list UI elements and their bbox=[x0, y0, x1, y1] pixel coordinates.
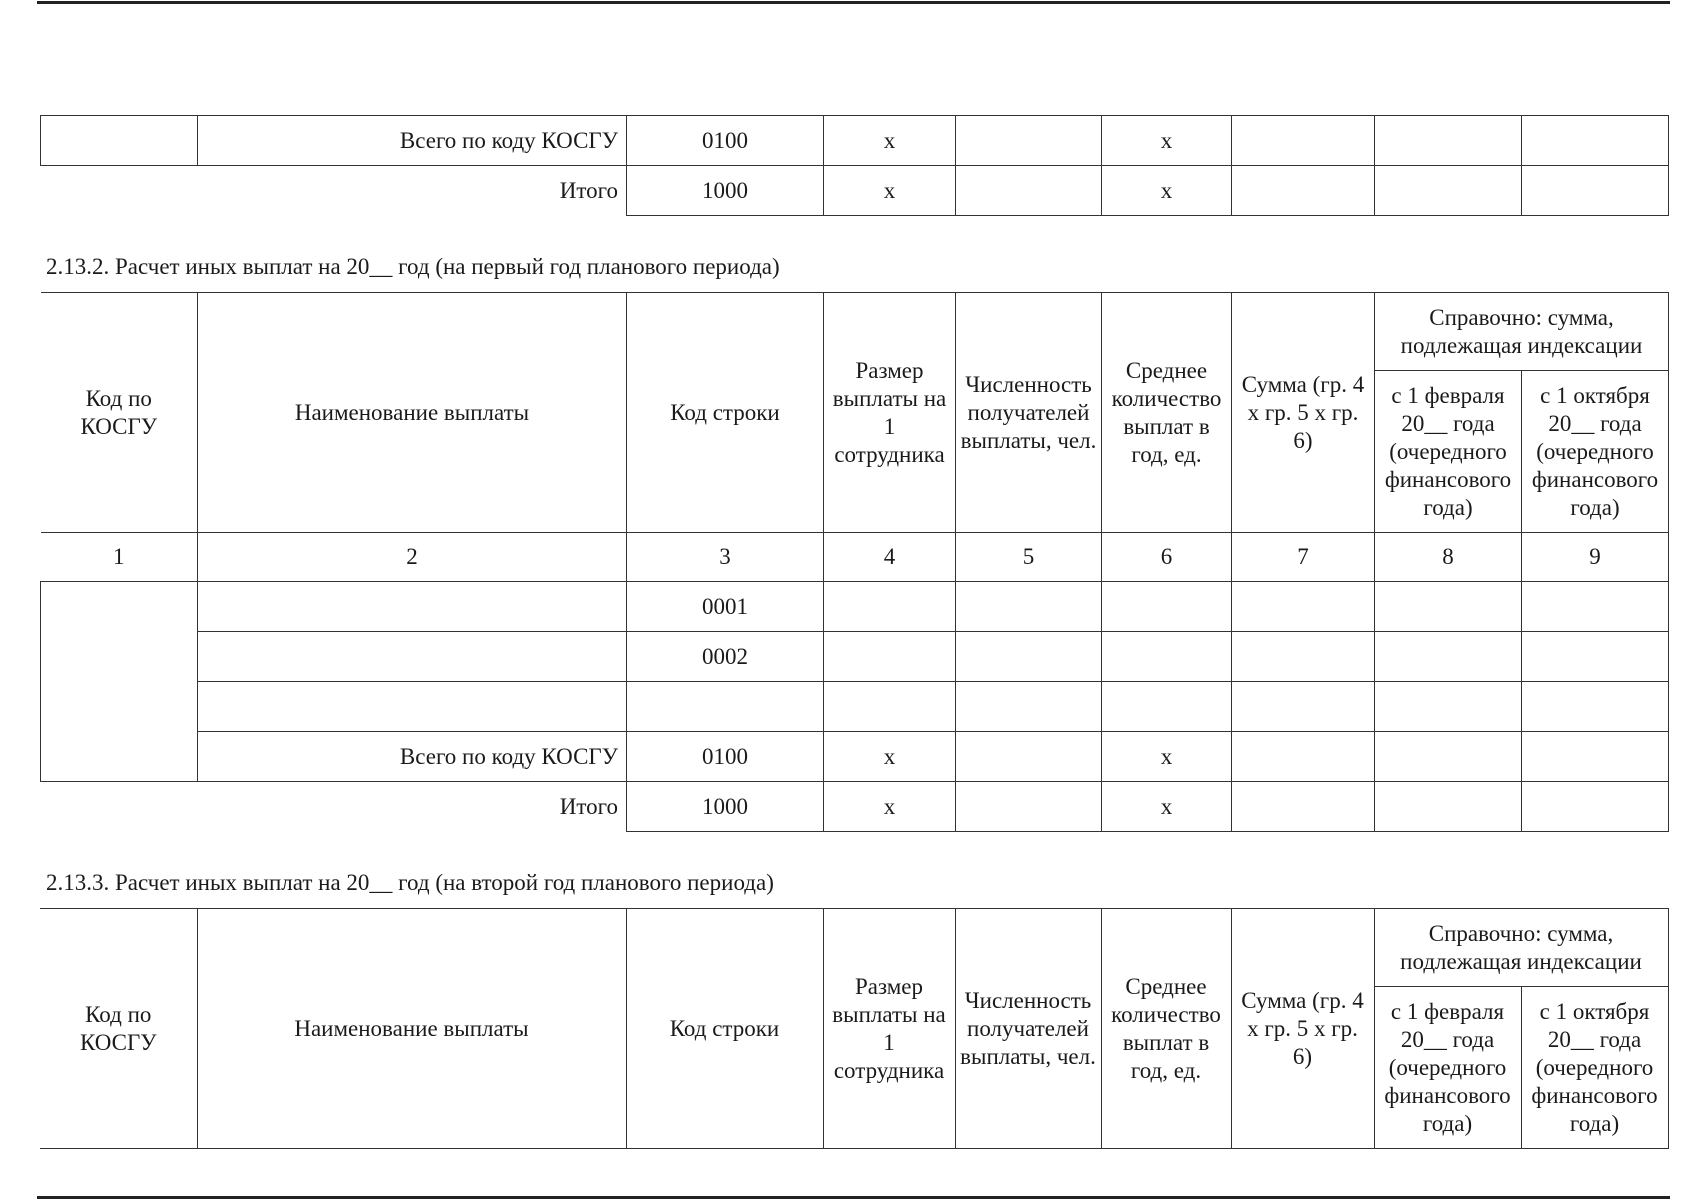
table-row bbox=[41, 632, 1669, 682]
cell-col7 bbox=[1232, 682, 1375, 732]
header-oct: с 1 октября 20__ года (очередного финансового года) bbox=[1522, 371, 1669, 533]
cell-col8 bbox=[1375, 582, 1522, 632]
row-code: 1000 bbox=[627, 782, 824, 832]
col-number: 9 bbox=[1522, 533, 1669, 582]
row-name bbox=[198, 632, 627, 682]
cell-col6: x bbox=[1102, 166, 1232, 216]
table-row bbox=[41, 116, 1669, 166]
table-row bbox=[41, 732, 1669, 782]
row-name: Итого bbox=[559, 793, 618, 819]
row-code bbox=[627, 682, 824, 732]
row-name: Итого bbox=[559, 177, 618, 203]
cell-col8 bbox=[1375, 682, 1522, 732]
col-number: 8 bbox=[1375, 533, 1522, 582]
cell-col7 bbox=[1232, 582, 1375, 632]
table-2-13-1-tail bbox=[40, 115, 1669, 216]
table-row bbox=[41, 782, 1669, 832]
cell-col6: x bbox=[1102, 782, 1232, 832]
cell-col6: x bbox=[1102, 116, 1232, 166]
cell-col5 bbox=[956, 116, 1102, 166]
cell-col9 bbox=[1522, 782, 1669, 832]
cell-col9 bbox=[1522, 166, 1669, 216]
cell-col4: x bbox=[824, 732, 956, 782]
header-name: Наименование выплаты bbox=[198, 293, 627, 533]
header-kosgu: Код по КОСГУ bbox=[41, 293, 198, 533]
kosgu-cell bbox=[41, 582, 198, 782]
numbers-row bbox=[41, 533, 1669, 582]
cell-col9 bbox=[1522, 116, 1669, 166]
header-oct: с 1 октября 20__ года (очередного финансового года) bbox=[1521, 987, 1668, 1149]
header-sum: Сумма (гр. 4 х гр. 5 х гр. 6) bbox=[1232, 293, 1375, 533]
cell-col9 bbox=[1522, 682, 1669, 732]
header-row bbox=[41, 293, 1669, 371]
header-avg: Среднее количество выплат в год, ед. bbox=[1102, 293, 1232, 533]
table-row bbox=[41, 166, 1669, 216]
table-row bbox=[41, 582, 1669, 632]
cell-col8 bbox=[1375, 632, 1522, 682]
cell-col7 bbox=[1232, 782, 1375, 832]
kosgu-cell bbox=[41, 116, 198, 166]
cell-col5 bbox=[956, 682, 1102, 732]
col-number: 2 bbox=[198, 533, 627, 582]
cell-col4: x bbox=[824, 116, 956, 166]
row-code: 0100 bbox=[627, 732, 824, 782]
cell-col6: x bbox=[1102, 732, 1232, 782]
cell-col6 bbox=[1102, 682, 1232, 732]
header-count: Численность получателей выплаты, чел. bbox=[956, 293, 1102, 533]
cell-col4: x bbox=[824, 166, 956, 216]
cell-col8 bbox=[1375, 782, 1522, 832]
table-2-13-3 bbox=[40, 908, 1669, 1149]
cell-col5 bbox=[956, 782, 1102, 832]
header-code: Код строки bbox=[626, 909, 823, 1149]
table-2-13-2 bbox=[40, 292, 1669, 832]
cell-col4 bbox=[824, 632, 956, 682]
row-name bbox=[198, 582, 627, 632]
row-code: 1000 bbox=[627, 166, 824, 216]
cell-col4 bbox=[824, 682, 956, 732]
cell-col7 bbox=[1232, 166, 1375, 216]
section-title: 2.13.2. Расчет иных выплат на 20__ год (на первый год планового периода) bbox=[46, 254, 780, 279]
cell-col8 bbox=[1375, 732, 1522, 782]
header-feb: с 1 февраля 20__ года (очередного финансового года) bbox=[1374, 987, 1521, 1149]
header-count: Численность получателей выплаты, чел. bbox=[955, 909, 1101, 1149]
header-size: Размер выплаты на 1 сотрудника bbox=[824, 293, 956, 533]
header-reference: Справочно: сумма, подлежащая индексации bbox=[1374, 909, 1668, 987]
cell-col5 bbox=[956, 166, 1102, 216]
row-code: 0100 bbox=[627, 116, 824, 166]
row-name: Всего по коду КОСГУ bbox=[198, 116, 627, 166]
row-code: 0001 bbox=[627, 582, 824, 632]
cell-col4: x bbox=[824, 782, 956, 832]
cell-col4 bbox=[824, 582, 956, 632]
cell-col9 bbox=[1522, 582, 1669, 632]
cell-col8 bbox=[1375, 166, 1522, 216]
cell-col9 bbox=[1522, 732, 1669, 782]
col-number: 4 bbox=[824, 533, 956, 582]
bottom-rule bbox=[37, 1196, 1670, 1199]
col-number: 3 bbox=[627, 533, 824, 582]
top-rule bbox=[37, 1, 1670, 4]
header-kosgu: Код по КОСГУ bbox=[40, 909, 197, 1149]
cell-col7 bbox=[1232, 632, 1375, 682]
cell-col8 bbox=[1375, 116, 1522, 166]
table-row bbox=[41, 682, 1669, 732]
cell-col5 bbox=[956, 632, 1102, 682]
cell-col5 bbox=[956, 582, 1102, 632]
cell-col6 bbox=[1102, 632, 1232, 682]
header-feb: с 1 февраля 20__ года (очередного финансового года) bbox=[1375, 371, 1522, 533]
cell-col5 bbox=[956, 732, 1102, 782]
header-name: Наименование выплаты bbox=[197, 909, 626, 1149]
cell-col7 bbox=[1232, 732, 1375, 782]
row-name: Всего по коду КОСГУ bbox=[198, 732, 627, 782]
col-number: 5 bbox=[956, 533, 1102, 582]
col-number: 6 bbox=[1102, 533, 1232, 582]
header-avg: Среднее количество выплат в год, ед. bbox=[1101, 909, 1231, 1149]
header-row bbox=[40, 909, 1668, 987]
row-code: 0002 bbox=[627, 632, 824, 682]
cell-col6 bbox=[1102, 582, 1232, 632]
row-name bbox=[198, 682, 627, 732]
col-number: 7 bbox=[1232, 533, 1375, 582]
header-size: Размер выплаты на 1 сотрудника bbox=[823, 909, 955, 1149]
col-number: 1 bbox=[41, 533, 198, 582]
cell-col7 bbox=[1232, 116, 1375, 166]
header-sum: Сумма (гр. 4 х гр. 5 х гр. 6) bbox=[1231, 909, 1374, 1149]
section-title: 2.13.3. Расчет иных выплат на 20__ год (на второй год планового периода) bbox=[46, 870, 774, 895]
cell-col9 bbox=[1522, 632, 1669, 682]
header-code: Код строки bbox=[627, 293, 824, 533]
header-reference: Справочно: сумма, подлежащая индексации bbox=[1375, 293, 1669, 371]
